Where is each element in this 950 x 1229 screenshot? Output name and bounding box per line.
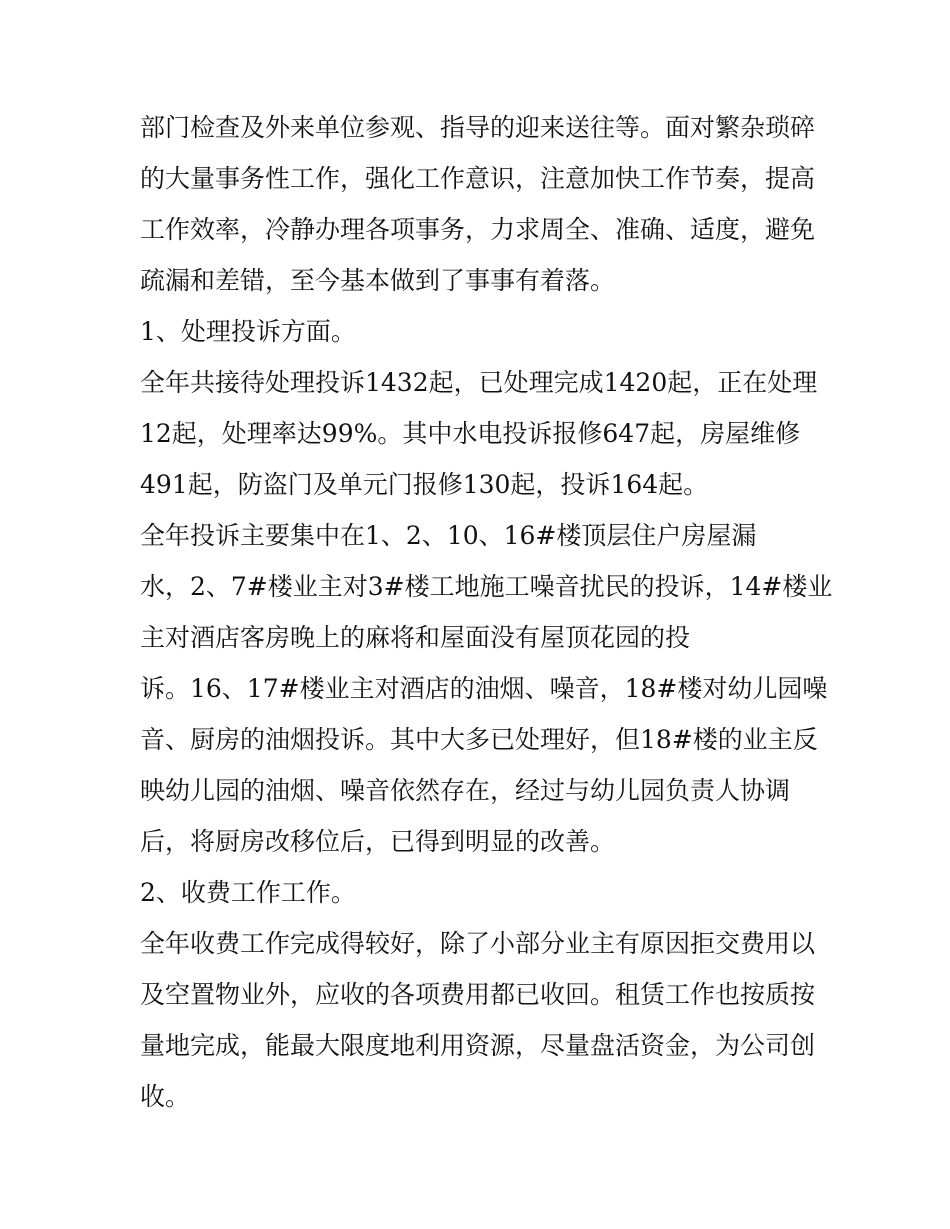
text-line: 主对酒店客房晚上的麻将和屋面没有屋顶花园的投 <box>140 623 691 652</box>
text-line: 工作效率，冷静办理各项事务，力求周全、准确、适度，避免 <box>140 215 816 244</box>
text-line: 12起，处理率达99%。其中水电投诉报修647起，房屋维修 <box>140 419 801 448</box>
text-line: 疏漏和差错，至今基本做到了事事有着落。 <box>140 266 616 295</box>
text-line: 491起，防盗门及单元门报修130起，投诉164起。 <box>140 470 709 499</box>
section-heading: 2、收费工作工作。 <box>140 878 356 907</box>
text-line: 诉。16、17#楼业主对酒店的油烟、噪音，18#楼对幼儿园噪 <box>140 674 828 703</box>
text-line: 量地完成，能最大限度地利用资源，尽量盘活资金，为公司创 <box>140 1031 816 1060</box>
text-line: 全年收费工作完成得较好，除了小部分业主有原因拒交费用以 <box>140 929 816 958</box>
text-line: 后，将厨房改移位后，已得到明显的改善。 <box>140 827 616 856</box>
text-line: 收。 <box>140 1082 191 1111</box>
section-heading: 1、处理投诉方面。 <box>140 317 356 346</box>
text-line: 映幼儿园的油烟、噪音依然存在，经过与幼儿园负责人协调 <box>140 776 791 805</box>
text-line: 部门检查及外来单位参观、指导的迎来送往等。面对繁杂琐碎 <box>140 113 816 142</box>
text-line: 音、厨房的油烟投诉。其中大多已处理好，但18#楼的业主反 <box>140 725 818 754</box>
document-body <box>140 102 833 1122</box>
text-line: 全年投诉主要集中在1、2、10、16#楼顶层住户房屋漏 <box>140 521 757 550</box>
text-line: 水，2、7#楼业主对3#楼工地施工噪音扰民的投诉，14#楼业 <box>140 572 833 601</box>
text-line: 及空置物业外，应收的各项费用都已收回。租赁工作也按质按 <box>140 980 816 1009</box>
text-line: 的大量事务性工作，强化工作意识，注意加快工作节奏，提高 <box>140 164 816 193</box>
text-line: 全年共接待处理投诉1432起，已处理完成1420起，正在处理 <box>140 368 818 397</box>
